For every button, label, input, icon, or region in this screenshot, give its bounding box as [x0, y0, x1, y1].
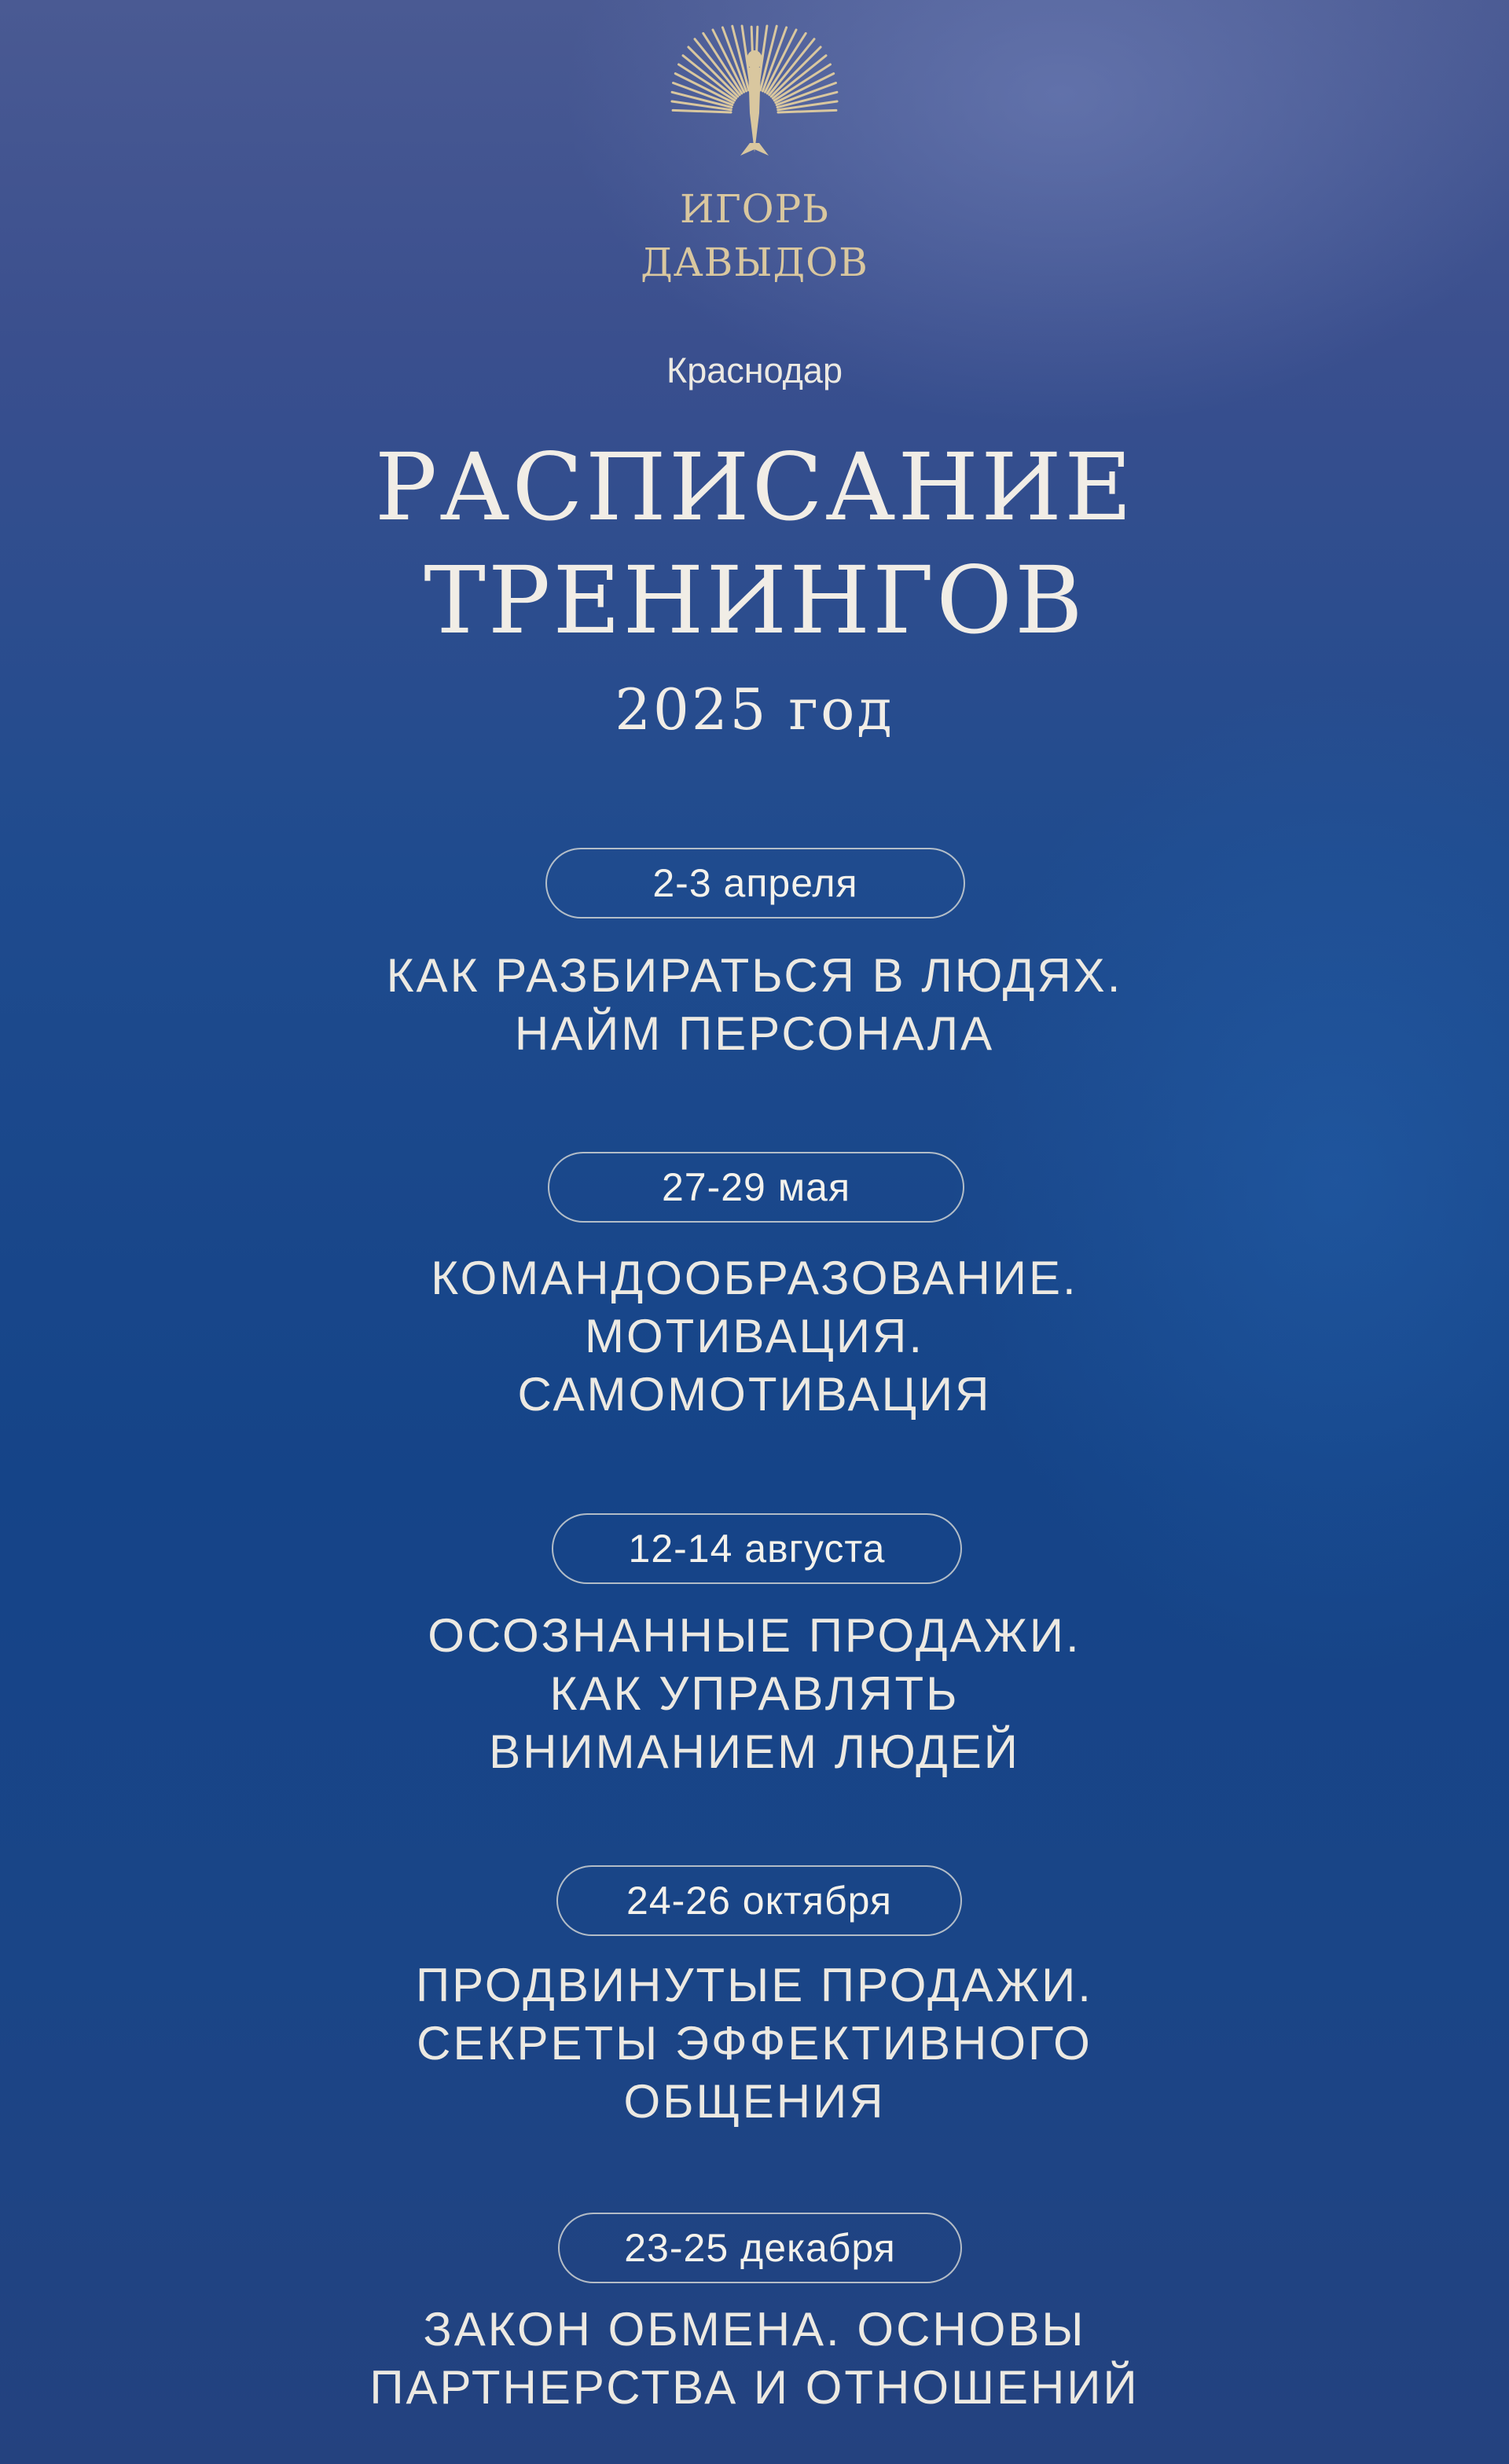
training-title-line: ПРОДВИНУТЫЕ ПРОДАЖИ. — [416, 1959, 1093, 2011]
brand-name — [0, 182, 1509, 289]
date-badge — [558, 2213, 962, 2283]
date-label: 27-29 мая — [661, 1165, 851, 1209]
training-title-line: ВНИМАНИЕМ ЛЮДЕЙ — [489, 1725, 1020, 1778]
year-label: 2025 год — [615, 676, 894, 742]
page-title-line2: ТРЕНИНГОВ — [424, 546, 1085, 654]
training-title-line: ОБЩЕНИЯ — [623, 2075, 886, 2128]
training-title-line: ОСОЗНАННЫЕ ПРОДАЖИ. — [428, 1609, 1081, 1662]
training-title-line: МОТИВАЦИЯ. — [585, 1310, 924, 1362]
date-badge — [545, 848, 965, 918]
training-title — [0, 1249, 1509, 1424]
training-title-line: КАК УПРАВЛЯТЬ — [549, 1667, 960, 1720]
date-badge — [556, 1865, 962, 1936]
date-badge — [548, 1152, 964, 1223]
training-title-line: СЕКРЕТЫ ЭФФЕКТИВНОГО — [417, 2017, 1092, 2070]
training-title-line: САМОМОТИВАЦИЯ — [517, 1368, 992, 1421]
training-title — [0, 1607, 1509, 1781]
training-title — [0, 2301, 1509, 2417]
training-title — [0, 947, 1509, 1063]
date-label: 24-26 октября — [626, 1879, 892, 1923]
training-title-line: ПАРТНЕРСТВА И ОТНОШЕНИЙ — [369, 2361, 1140, 2414]
training-title — [0, 1956, 1509, 2131]
phoenix-logo-icon — [652, 0, 857, 156]
page-title — [0, 431, 1509, 657]
brand-name-line2: ДАВЫДОВ — [641, 240, 868, 285]
training-title-line: КАК РАЗБИРАТЬСЯ В ЛЮДЯХ. — [386, 949, 1123, 1002]
city-label: Краснодар — [666, 350, 843, 390]
date-label: 23-25 декабря — [624, 2226, 896, 2270]
training-title-line: НАЙМ ПЕРСОНАЛА — [514, 1007, 995, 1060]
date-label: 2-3 апреля — [652, 861, 858, 905]
date-badge — [552, 1513, 962, 1584]
training-title-line: ЗАКОН ОБМЕНА. ОСНОВЫ — [423, 2303, 1086, 2356]
page-title-line1: РАСПИСАНИЕ — [374, 433, 1135, 541]
brand-name-line1: ИГОРЬ — [679, 186, 830, 232]
training-title-line: КОМАНДООБРАЗОВАНИЕ. — [431, 1252, 1078, 1304]
date-label: 12-14 августа — [628, 1527, 886, 1571]
